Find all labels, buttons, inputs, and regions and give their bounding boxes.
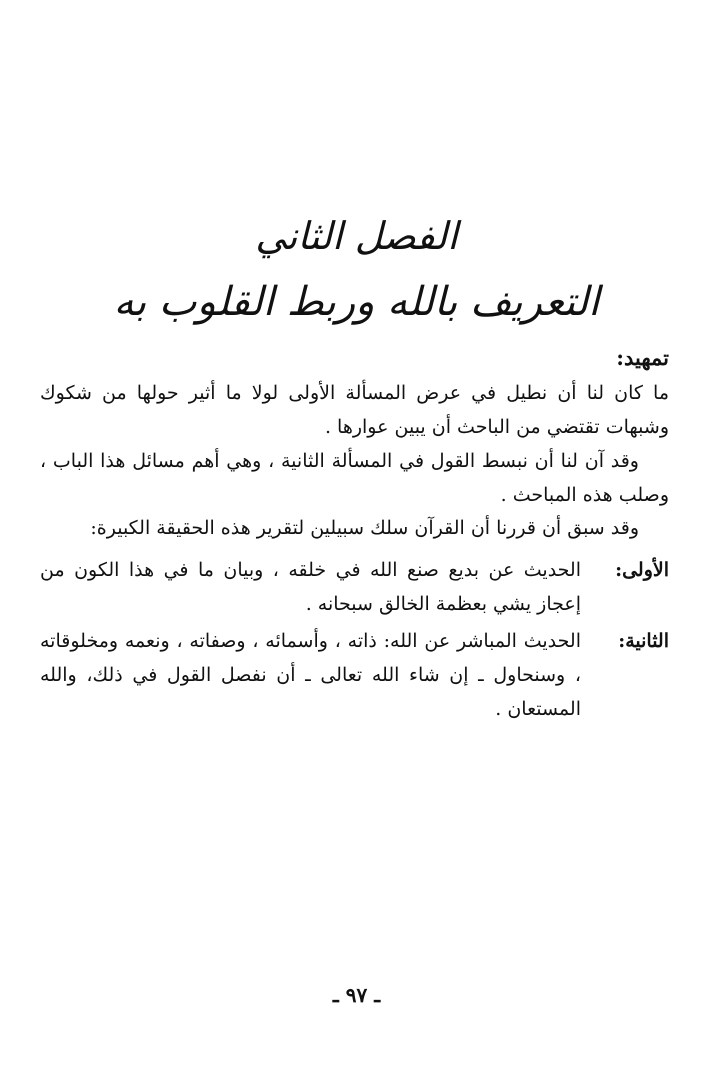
chapter-title: الفصل الثاني	[255, 214, 458, 258]
list-item-first	[40, 553, 669, 621]
list-item-text: الحديث عن بديع صنع الله في خلقه ، وبيان ما في هذا الكون من إعجاز يشي بعظمة الخالق سبحانه .	[40, 559, 581, 615]
intro-paragraph-2: وقد آن لنا أن نبسط القول في المسألة الثانية ، وهي أهم مسائل هذا الباب ، وصلب هذه المباحث .	[40, 450, 669, 506]
list-item-text: الحديث المباشر عن الله: ذاته ، وأسمائه ، وصفاته ، ونعمه ومخلوقاته ، وسنحاول ـ إن شاء الله تعالى ـ أن نفصل القول في ذلك، والله المستعان .	[40, 630, 581, 720]
section-heading: تمهيد:	[616, 345, 669, 370]
list-item-label: الثانية:	[618, 630, 669, 652]
list-item-second	[40, 624, 669, 726]
chapter-subtitle: التعريف بالله وربط القلوب به	[113, 279, 600, 325]
intro-paragraph-3: وقد سبق أن قررنا أن القرآن سلك سبيلين لتقرير هذه الحقيقة الكبيرة:	[90, 517, 639, 539]
intro-paragraph-1: ما كان لنا أن نطيل في عرض المسألة الأولى لولا ما أثير حولها من شكوك وشبهات تقتضي من الباحث أن يبين عوارها .	[40, 382, 669, 438]
page-number: ـ ٩٧ ـ	[332, 983, 381, 1007]
list-item-label: الأولى:	[615, 559, 669, 581]
